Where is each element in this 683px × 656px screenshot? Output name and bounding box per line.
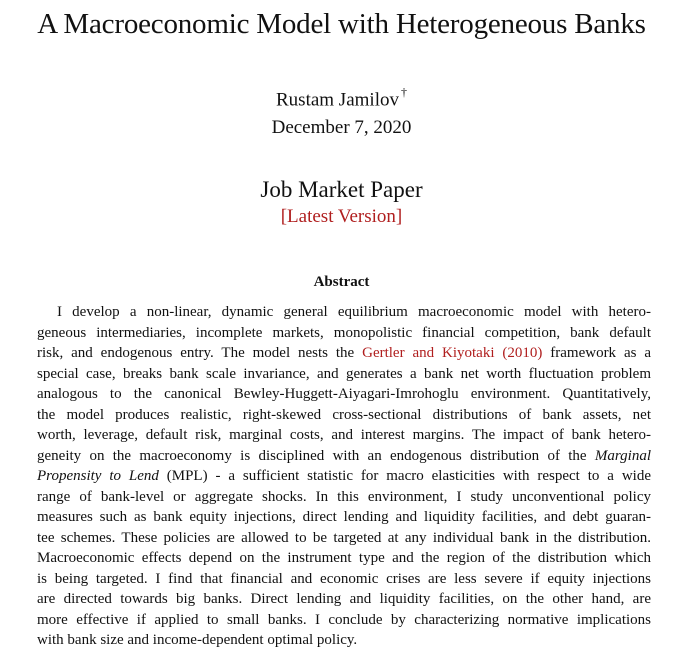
latest-version-link[interactable]: [Latest Version] [280, 206, 403, 227]
author-name: Rustam Jamilov [276, 89, 399, 111]
abstract-line: Macroeconomic effects depend on the instrument type and the region of the distribution which [37, 550, 651, 566]
paper-type: Job Market Paper [260, 177, 423, 202]
paper-date: December 7, 2020 [271, 117, 412, 138]
abstract-line: geneous intermediaries, incomplete markets, monopolistic financial competition, bank default [37, 324, 651, 341]
abstract-line: the model produces realistic, right-skewed cross-sectional distributions of bank assets, net [37, 406, 651, 423]
abstract-line: are directed towards big banks. Direct lending and liquidity facilities, on the other hand, are [37, 591, 651, 607]
abstract-line: with bank size and income-dependent optimal policy. [37, 632, 358, 648]
abstract-text: risk, and endogenous entry. The model nests the [37, 345, 363, 361]
abstract-line: tee schemes. These policies are allowed to be targeted at any individual bank in the distribution. [37, 529, 651, 546]
author-footnote-mark[interactable]: † [400, 85, 407, 99]
author-line [0, 82, 683, 112]
abstract-line: special case, breaks bank scale invariance, and generates a bank net worth fluctuation problem [37, 365, 651, 382]
abstract-body [37, 302, 651, 651]
abstract-line: I develop a non-linear, dynamic general equilibrium macroeconomic model with hetero- [57, 304, 651, 320]
abstract-line: analogous to the canonical Bewley-Huggett-Aiyagari-Imrohoglu environment. Quantitatively, [37, 386, 651, 402]
abstract-line: measures such as bank equity injections, direct lending and liquidity facilities, and debt guaran- [37, 509, 651, 525]
abstract-heading: Abstract [313, 274, 370, 290]
abstract-text: framework as a [542, 345, 651, 361]
abstract-line [37, 446, 651, 467]
abstract-line: more effective if applied to small banks. I conclude by characterizing normative implications [37, 611, 651, 628]
citation-link-gertler-kiyotaki[interactable]: Gertler and Kiyotaki (2010) [362, 345, 543, 361]
abstract-text: (MPL) - a sufficient statistic for macro elasticities with respect to a wide [158, 468, 651, 484]
abstract-line [37, 466, 651, 487]
abstract-italic-term: Propensity to Lend [37, 468, 159, 484]
abstract-italic-term: Marginal [594, 447, 651, 464]
abstract-line: range of bank-level or aggregate shocks. In this environment, I study unconventional policy [37, 488, 651, 505]
abstract-line: worth, leverage, default risk, marginal costs, and interest margins. The impact of bank hetero- [37, 427, 651, 443]
abstract-line [37, 343, 651, 364]
abstract-line: is being targeted. I find that financial and economic crises are less severe if equity injections [37, 570, 651, 587]
abstract-text: geneity on the macroeconomy is disciplined with an endogenous distribution of the [37, 447, 595, 464]
paper-title: A Macroeconomic Model with Heterogeneous Banks [37, 8, 646, 40]
